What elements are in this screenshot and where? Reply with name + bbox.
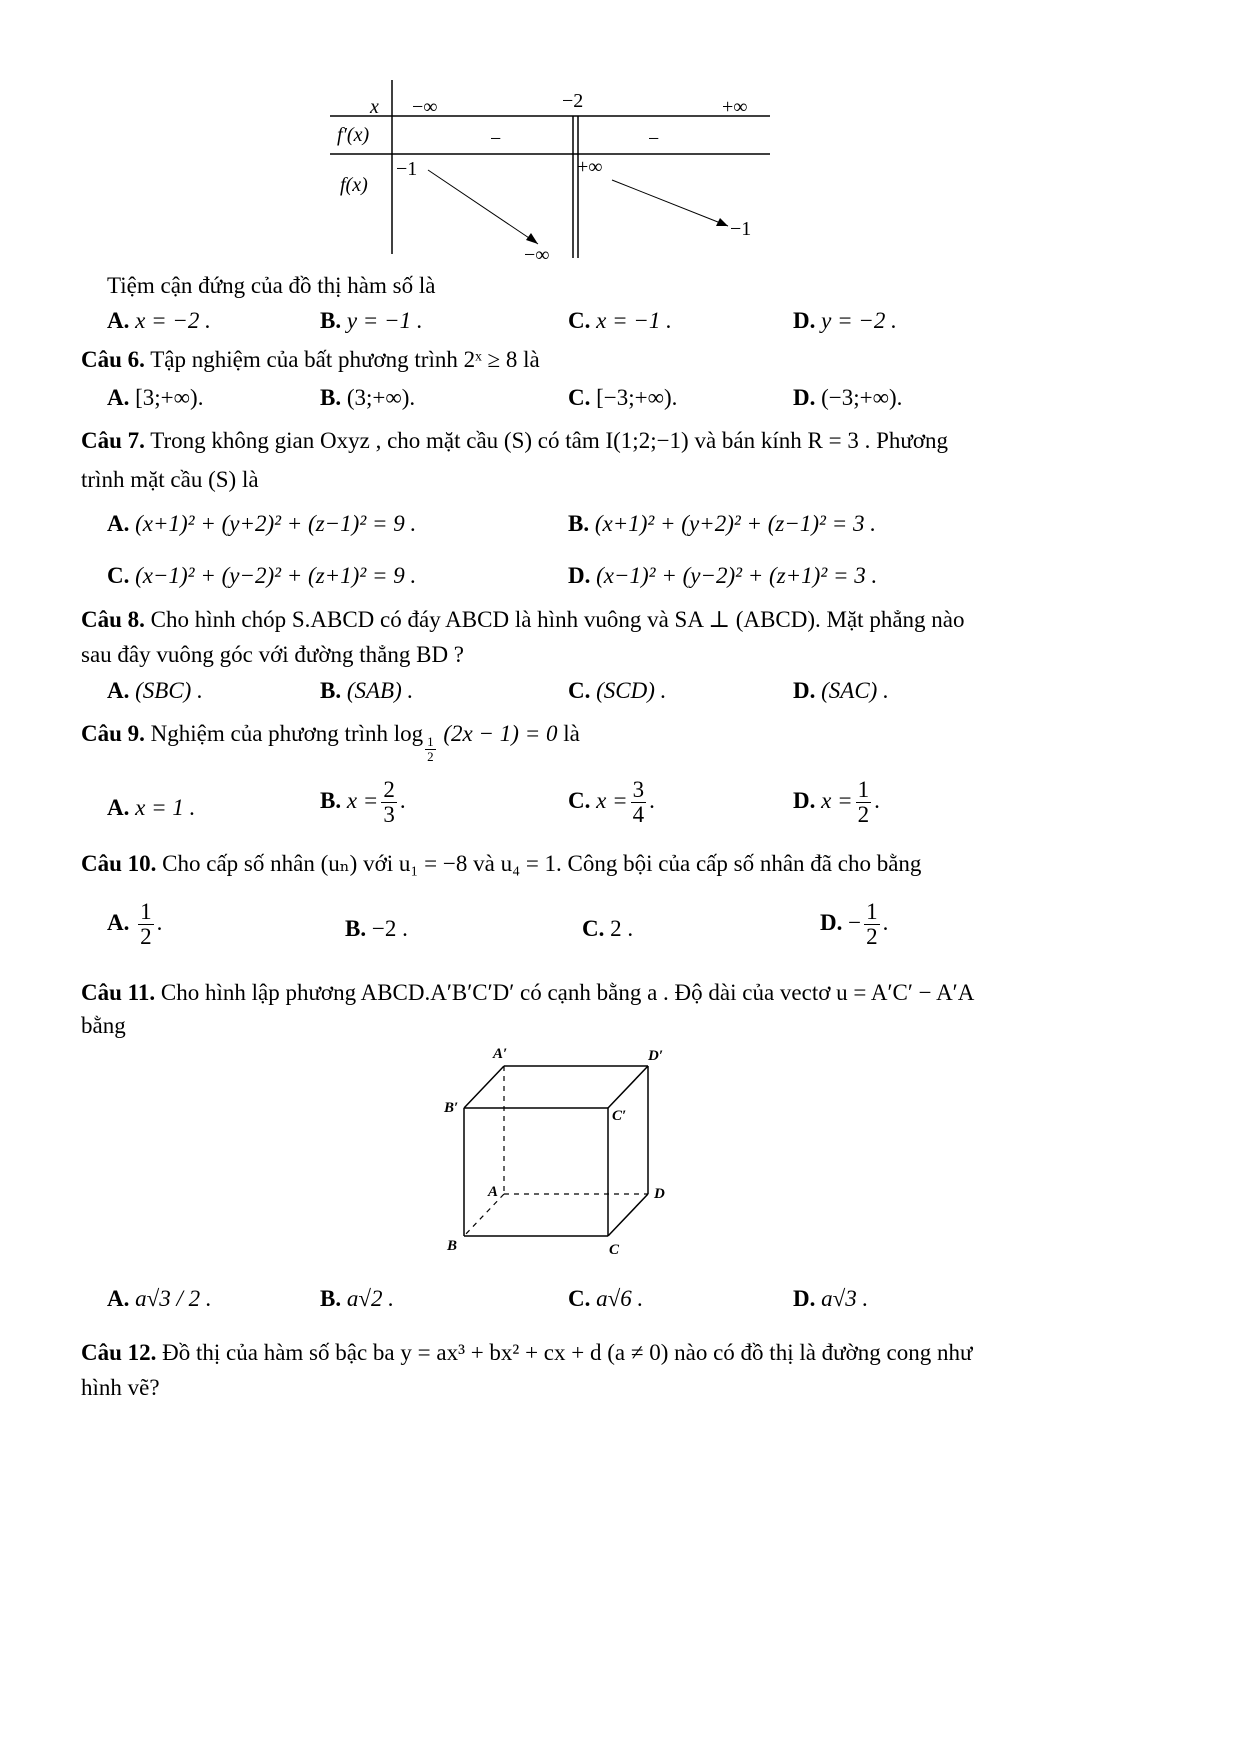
- option-fraction: [631, 778, 647, 827]
- option-text: (−3;+∞).: [821, 385, 903, 410]
- option-key: A.: [107, 909, 130, 935]
- option-key: B.: [320, 308, 342, 333]
- q11-prompt-line2: bằng: [81, 1013, 126, 1038]
- option-text: x =: [821, 787, 853, 813]
- fraction-den: 2: [866, 924, 878, 950]
- option-fraction: [138, 900, 154, 949]
- cube-label-a: A: [488, 1184, 499, 1200]
- q10-prompt: [81, 851, 921, 877]
- option-text: −2 .: [371, 916, 408, 941]
- prompt-text: Đồ thị của hàm số bậc ba y = ax³ + bx² + cx + d (a ≠ 0) nào có đồ thị là đường cong như: [162, 1340, 973, 1365]
- option-key: B.: [568, 511, 590, 536]
- q9-option-a: [107, 795, 195, 821]
- q11-option-d: [793, 1286, 868, 1312]
- q12-prompt-line2: hình vẽ?: [81, 1375, 160, 1400]
- option-key: B.: [320, 385, 342, 410]
- table-row-f-label: f(x): [340, 174, 368, 196]
- fraction-num: 2: [383, 777, 395, 802]
- fraction-num: 1: [857, 777, 870, 802]
- question-label: Câu 6.: [81, 347, 145, 372]
- option-text: (SBC) .: [135, 678, 203, 703]
- q7-option-a: [107, 511, 416, 537]
- q10-option-c: [582, 916, 633, 942]
- cube-label-a1: A′: [493, 1046, 508, 1062]
- option-key: A.: [107, 1286, 130, 1311]
- table-fprime-right: −: [648, 128, 660, 150]
- table-fprime-left: −: [490, 128, 502, 150]
- question-label: Câu 7.: [81, 428, 145, 453]
- log-word: log: [393, 721, 424, 746]
- option-text: x = −2 .: [135, 308, 211, 333]
- option-key: C.: [568, 1286, 591, 1311]
- option-text: a√2 .: [346, 1286, 394, 1311]
- q8-option-c: [568, 678, 666, 704]
- cube-label-b: B: [447, 1238, 458, 1254]
- option-text: a√3 .: [821, 1286, 869, 1311]
- option-text: y = −2 .: [821, 308, 897, 333]
- question-label: Câu 8.: [81, 607, 145, 632]
- question-label: Câu 10.: [81, 851, 157, 876]
- log-base-num: 1: [427, 734, 434, 750]
- option-key: D.: [820, 909, 843, 935]
- q6-option-a: [107, 385, 203, 411]
- q6-option-d: [793, 385, 902, 411]
- option-key: B.: [320, 678, 342, 703]
- q5-prompt: Tiệm cận đứng của đồ thị hàm số là: [107, 273, 436, 298]
- option-text: a√3 / 2 .: [135, 1286, 212, 1311]
- option-key: A.: [107, 308, 130, 333]
- q5-option-c: [568, 308, 672, 334]
- option-text: (SAB) .: [346, 678, 414, 703]
- q5-option-a: [107, 308, 211, 334]
- q9-prompt: [81, 721, 580, 764]
- option-text: x = 1 .: [135, 795, 196, 820]
- q5-option-b: [320, 308, 423, 334]
- option-text: [−3;+∞).: [596, 385, 678, 410]
- option-text: (SAC) .: [821, 678, 889, 703]
- fraction-den: 2: [140, 924, 152, 950]
- option-text: x =: [346, 787, 379, 813]
- prompt-text: là: [563, 721, 580, 746]
- option-key: D.: [568, 563, 591, 588]
- table-row-fprime-label: f′(x): [337, 124, 370, 146]
- option-key: D.: [793, 678, 816, 703]
- cube-figure: [440, 1040, 680, 1260]
- option-text: x =: [596, 787, 628, 813]
- fraction-den: 4: [632, 802, 645, 828]
- option-key: A.: [107, 511, 130, 536]
- q7-option-b: [568, 511, 876, 537]
- option-key: C.: [568, 308, 591, 333]
- q9-option-b: B. x = $\frac{2}{3}$ .: [320, 777, 406, 828]
- option-key: C.: [582, 916, 605, 941]
- prompt-text: Trong không gian Oxyz , cho mặt cầu (S) có tâm I(1;2;−1) và bán kính R = 3 . Phương: [150, 428, 949, 453]
- log-base: [425, 735, 436, 763]
- fraction-den: 3: [383, 802, 395, 828]
- fraction-num: 1: [140, 899, 152, 924]
- q8-option-a: [107, 678, 203, 704]
- option-key: D.: [793, 385, 816, 410]
- option-text: (x+1)² + (y+2)² + (z−1)² = 3 .: [594, 511, 876, 536]
- prompt-text: Cho hình lập phương ABCD.A′B′C′D′ có cạnh bằng a . Độ dài của vectơ u = A′C′ − A′A: [160, 980, 975, 1005]
- option-text: (x−1)² + (y−2)² + (z+1)² = 9 .: [135, 563, 417, 588]
- table-x-left: −∞: [412, 96, 438, 118]
- option-text: x = −1 .: [596, 308, 672, 333]
- option-text: [3;+∞).: [135, 385, 204, 410]
- table-f-right-top: +∞: [577, 156, 603, 178]
- option-key: D.: [793, 787, 816, 813]
- prompt-text: Cho hình chóp S.ABCD có đáy ABCD là hình vuông và SA ⊥ (ABCD). Mặt phẳng nào: [150, 607, 965, 632]
- option-text: a√6 .: [596, 1286, 644, 1311]
- fraction-num: 3: [632, 777, 645, 802]
- q8-option-b: [320, 678, 413, 704]
- option-fraction: [856, 778, 872, 827]
- option-key: A.: [107, 795, 130, 820]
- cube-label-b1: B′: [444, 1100, 459, 1116]
- log-base-den: 2: [427, 749, 434, 764]
- option-text: (x+1)² + (y+2)² + (z−1)² = 9 .: [135, 511, 417, 536]
- option-key: D.: [793, 308, 816, 333]
- q8-option-d: [793, 678, 889, 704]
- option-key: C.: [568, 678, 591, 703]
- table-row-x-label: x: [370, 96, 379, 118]
- prompt-math: (2x − 1) = 0: [443, 721, 558, 746]
- option-text: (x−1)² + (y−2)² + (z+1)² = 3 .: [596, 563, 878, 588]
- option-key: C.: [107, 563, 130, 588]
- option-key: B.: [345, 916, 367, 941]
- q9-option-c: C. x = $\frac{3}{4}$ .: [568, 777, 655, 828]
- option-key: A.: [107, 385, 130, 410]
- option-fraction: [381, 778, 397, 827]
- question-label: Câu 12.: [81, 1340, 157, 1365]
- question-label: Câu 9.: [81, 721, 145, 746]
- q11-prompt-line1: [81, 980, 974, 1006]
- q7-prompt-line2: trình mặt cầu (S) là: [81, 467, 259, 492]
- fraction-den: 2: [857, 802, 870, 828]
- option-key: C.: [568, 385, 591, 410]
- option-key: D.: [793, 1286, 816, 1311]
- table-f-left-bottom: −∞: [524, 244, 550, 266]
- q6-option-b: [320, 385, 415, 411]
- prompt-text: Tập nghiệm của bất phương trình: [150, 347, 458, 372]
- table-x-mid: −2: [562, 90, 584, 112]
- option-key: A.: [107, 678, 130, 703]
- table-x-right: +∞: [722, 96, 748, 118]
- q7-option-d: [568, 563, 877, 589]
- option-key: B.: [320, 787, 342, 813]
- table-f-left-top: −1: [396, 158, 418, 180]
- q10-option-b: [345, 916, 408, 942]
- q6-option-c: [568, 385, 677, 411]
- q8-prompt-line1: [81, 607, 964, 633]
- cube-label-c1: C′: [612, 1108, 627, 1124]
- option-text: −: [848, 909, 862, 935]
- option-fraction: [864, 900, 880, 949]
- table-f-right-bottom: −1: [730, 218, 752, 240]
- q11-option-c: [568, 1286, 643, 1312]
- q12-prompt-line1: [81, 1340, 972, 1366]
- q10-option-a: A. $\frac{1}{2}$ .: [107, 899, 163, 950]
- q9-option-d: D. x = $\frac{1}{2}$ .: [793, 777, 880, 828]
- prompt-text: là: [523, 347, 540, 372]
- prompt-text: Nghiệm của phương trình: [150, 721, 388, 746]
- option-text: 2 .: [610, 916, 634, 941]
- q7-prompt-line1: [81, 428, 948, 454]
- option-text: (3;+∞).: [346, 385, 416, 410]
- q11-option-b: [320, 1286, 394, 1312]
- q6-prompt: [81, 347, 540, 373]
- option-key: B.: [320, 1286, 342, 1311]
- cube-label-d1: D′: [648, 1048, 664, 1064]
- prompt-text: Cho cấp số nhân (uₙ) với u₁ = −8 và u₄ = 1. Công bội của cấp số nhân đã cho bằng: [162, 851, 922, 876]
- cube-label-d: D: [654, 1186, 665, 1202]
- q11-option-a: [107, 1286, 212, 1312]
- q7-option-c: [107, 563, 416, 589]
- fraction-num: 1: [866, 899, 878, 924]
- option-text: (SCD) .: [596, 678, 667, 703]
- question-label: Câu 11.: [81, 980, 156, 1005]
- q10-option-d: D. − $\frac{1}{2}$ .: [820, 899, 889, 950]
- q8-prompt-line2: sau đây vuông góc với đường thẳng BD ?: [81, 642, 465, 667]
- option-text: y = −1 .: [346, 308, 423, 333]
- option-key: C.: [568, 787, 591, 813]
- prompt-math: 2ˣ ≥ 8: [463, 347, 518, 372]
- q5-option-d: [793, 308, 897, 334]
- cube-label-c: C: [609, 1242, 620, 1258]
